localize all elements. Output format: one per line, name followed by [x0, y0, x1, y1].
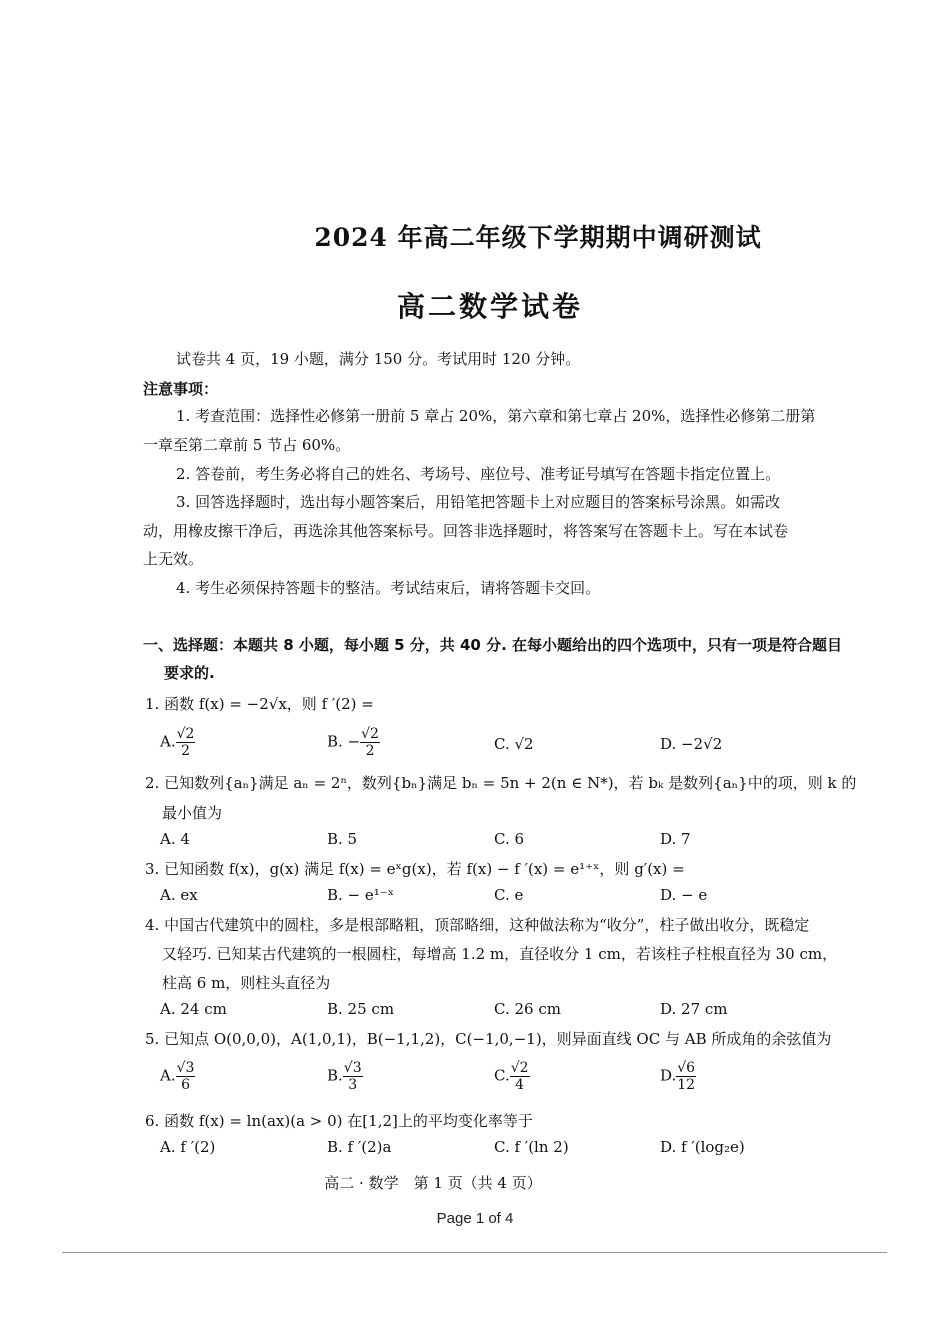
- question-4-stem-line-3: 柱高 6 m，则柱头直径为: [162, 974, 331, 992]
- notice-item-1-line-1: 1. 考查范围：选择性必修第一册前 5 章占 20%，第六章和第七章占 20%，选择性必修第二册第: [176, 407, 816, 425]
- intro-text: 试卷共 4 页，19 小题，满分 150 分。考试用时 120 分钟。: [176, 350, 581, 368]
- section-1-heading-line-1: 一、选择题：本题共 8 小题，每小题 5 分，共 40 分. 在每小题给出的四个选项中，只有一项是符合题目: [143, 636, 843, 654]
- question-1-option-a: A. $\frac{√2}{2}$: [160, 726, 195, 760]
- notice-item-4: 4. 考生必须保持答题卡的整洁。考试结束后，请将答题卡交回。: [176, 579, 601, 597]
- notice-item-3-line-2: 动，用橡皮擦干净后，再选涂其他答案标号。回答非选择题时，将答案写在答题卡上。写在本试卷: [143, 522, 789, 540]
- question-2-stem-line-2: 最小值为: [162, 804, 223, 822]
- page-footer-info: 高二 · 数学 第 1 页（共 4 页）: [324, 1174, 542, 1192]
- question-6-option-c: C. f ′(ln 2): [494, 1138, 569, 1156]
- fraction: $\frac{√3}{6}$: [176, 1060, 195, 1094]
- exam-title: 2024 年高二年级下学期期中调研测试: [314, 223, 762, 252]
- question-2-option-c: C. 6: [494, 830, 525, 848]
- fraction: $\frac{√6}{12}$: [677, 1060, 696, 1094]
- question-4-stem-line-1: 4. 中国古代建筑中的圆柱，多是根部略粗，顶部略细，这种做法称为“收分”，柱子做出收分，既稳定: [145, 916, 810, 934]
- question-5-option-d: D. $\frac{√6}{12}$: [660, 1060, 696, 1094]
- question-3-option-a: A. ex: [160, 886, 198, 904]
- question-5-stem: 5. 已知点 O(0,0,0)，A(1,0,1)，B(−1,1,2)，C(−1,0,−1)，则异面直线 OC 与 AB 所成角的余弦值为: [145, 1030, 832, 1048]
- question-3-option-c: C. e: [494, 886, 524, 904]
- fraction: $\frac{√3}{3}$: [343, 1060, 362, 1094]
- question-2-option-b: B. 5: [327, 830, 358, 848]
- question-3-option-b: B. − e¹⁻ˣ: [327, 886, 395, 904]
- page-divider: [62, 1252, 887, 1253]
- question-6-option-a: A. f ′(2): [160, 1138, 216, 1156]
- notice-heading: 注意事项：: [143, 380, 219, 398]
- question-6-option-b: B. f ′(2)a: [327, 1138, 392, 1156]
- exam-subtitle: 高二数学试卷: [396, 290, 583, 323]
- question-2-option-d: D. 7: [660, 830, 691, 848]
- question-4-option-b: B. 25 cm: [327, 1000, 395, 1018]
- question-2-option-a: A. 4: [160, 830, 190, 848]
- question-4-stem-line-2: 又轻巧. 已知某古代建筑的一根圆柱，每增高 1.2 m，直径收分 1 cm，若该柱子柱根直径为 30 cm，: [162, 945, 838, 963]
- question-1-option-d: D. −2√2: [660, 735, 723, 753]
- fraction: $\frac{√2}{2}$: [176, 726, 195, 760]
- question-5-option-a: A. $\frac{√3}{6}$: [160, 1060, 195, 1094]
- question-1-option-c: C. √2: [494, 735, 534, 753]
- question-1-stem: 1. 函数 f(x) = −2√x，则 f ′(2) =: [145, 695, 374, 713]
- question-5-option-c: C. $\frac{√2}{4}$: [494, 1060, 529, 1094]
- question-3-stem: 3. 已知函数 f(x)，g(x) 满足 f(x) = eˣg(x)，若 f(x) − f ′(x) = e¹⁺ˣ，则 g′(x) =: [145, 860, 685, 878]
- question-4-option-a: A. 24 cm: [160, 1000, 227, 1018]
- question-1-option-b: B. − $\frac{√2}{2}$: [327, 726, 379, 760]
- fraction: $\frac{√2}{4}$: [510, 1060, 529, 1094]
- question-5-option-b: B. $\frac{√3}{3}$: [327, 1060, 362, 1094]
- notice-item-2: 2. 答卷前，考生务必将自己的姓名、考场号、座位号、准考证号填写在答题卡指定位置上。: [176, 465, 781, 483]
- fraction: $\frac{√2}{2}$: [361, 726, 379, 760]
- page-number: Page 1 of 4: [436, 1210, 514, 1227]
- question-4-option-c: C. 26 cm: [494, 1000, 561, 1018]
- question-6-option-d: D. f ′(log₂e): [660, 1138, 745, 1156]
- section-1-heading-line-2: 要求的.: [164, 664, 215, 682]
- question-2-stem-line-1: 2. 已知数列{aₙ}满足 aₙ = 2ⁿ，数列{bₙ}满足 bₙ = 5n + 2(n ∈ N*)，若 bₖ 是数列{aₙ}中的项，则 k 的: [145, 774, 857, 792]
- notice-item-3-line-1: 3. 回答选择题时，选出每小题答案后，用铅笔把答题卡上对应题目的答案标号涂黑。如需改: [176, 493, 781, 511]
- notice-item-3-line-3: 上无效。: [143, 550, 204, 568]
- question-3-option-d: D. − e: [660, 886, 708, 904]
- notice-item-1-line-2: 一章至第二章前 5 节占 60%。: [143, 436, 351, 454]
- question-4-option-d: D. 27 cm: [660, 1000, 728, 1018]
- question-6-stem: 6. 函数 f(x) = ln(ax)(a > 0) 在[1,2]上的平均变化率等于: [145, 1112, 533, 1130]
